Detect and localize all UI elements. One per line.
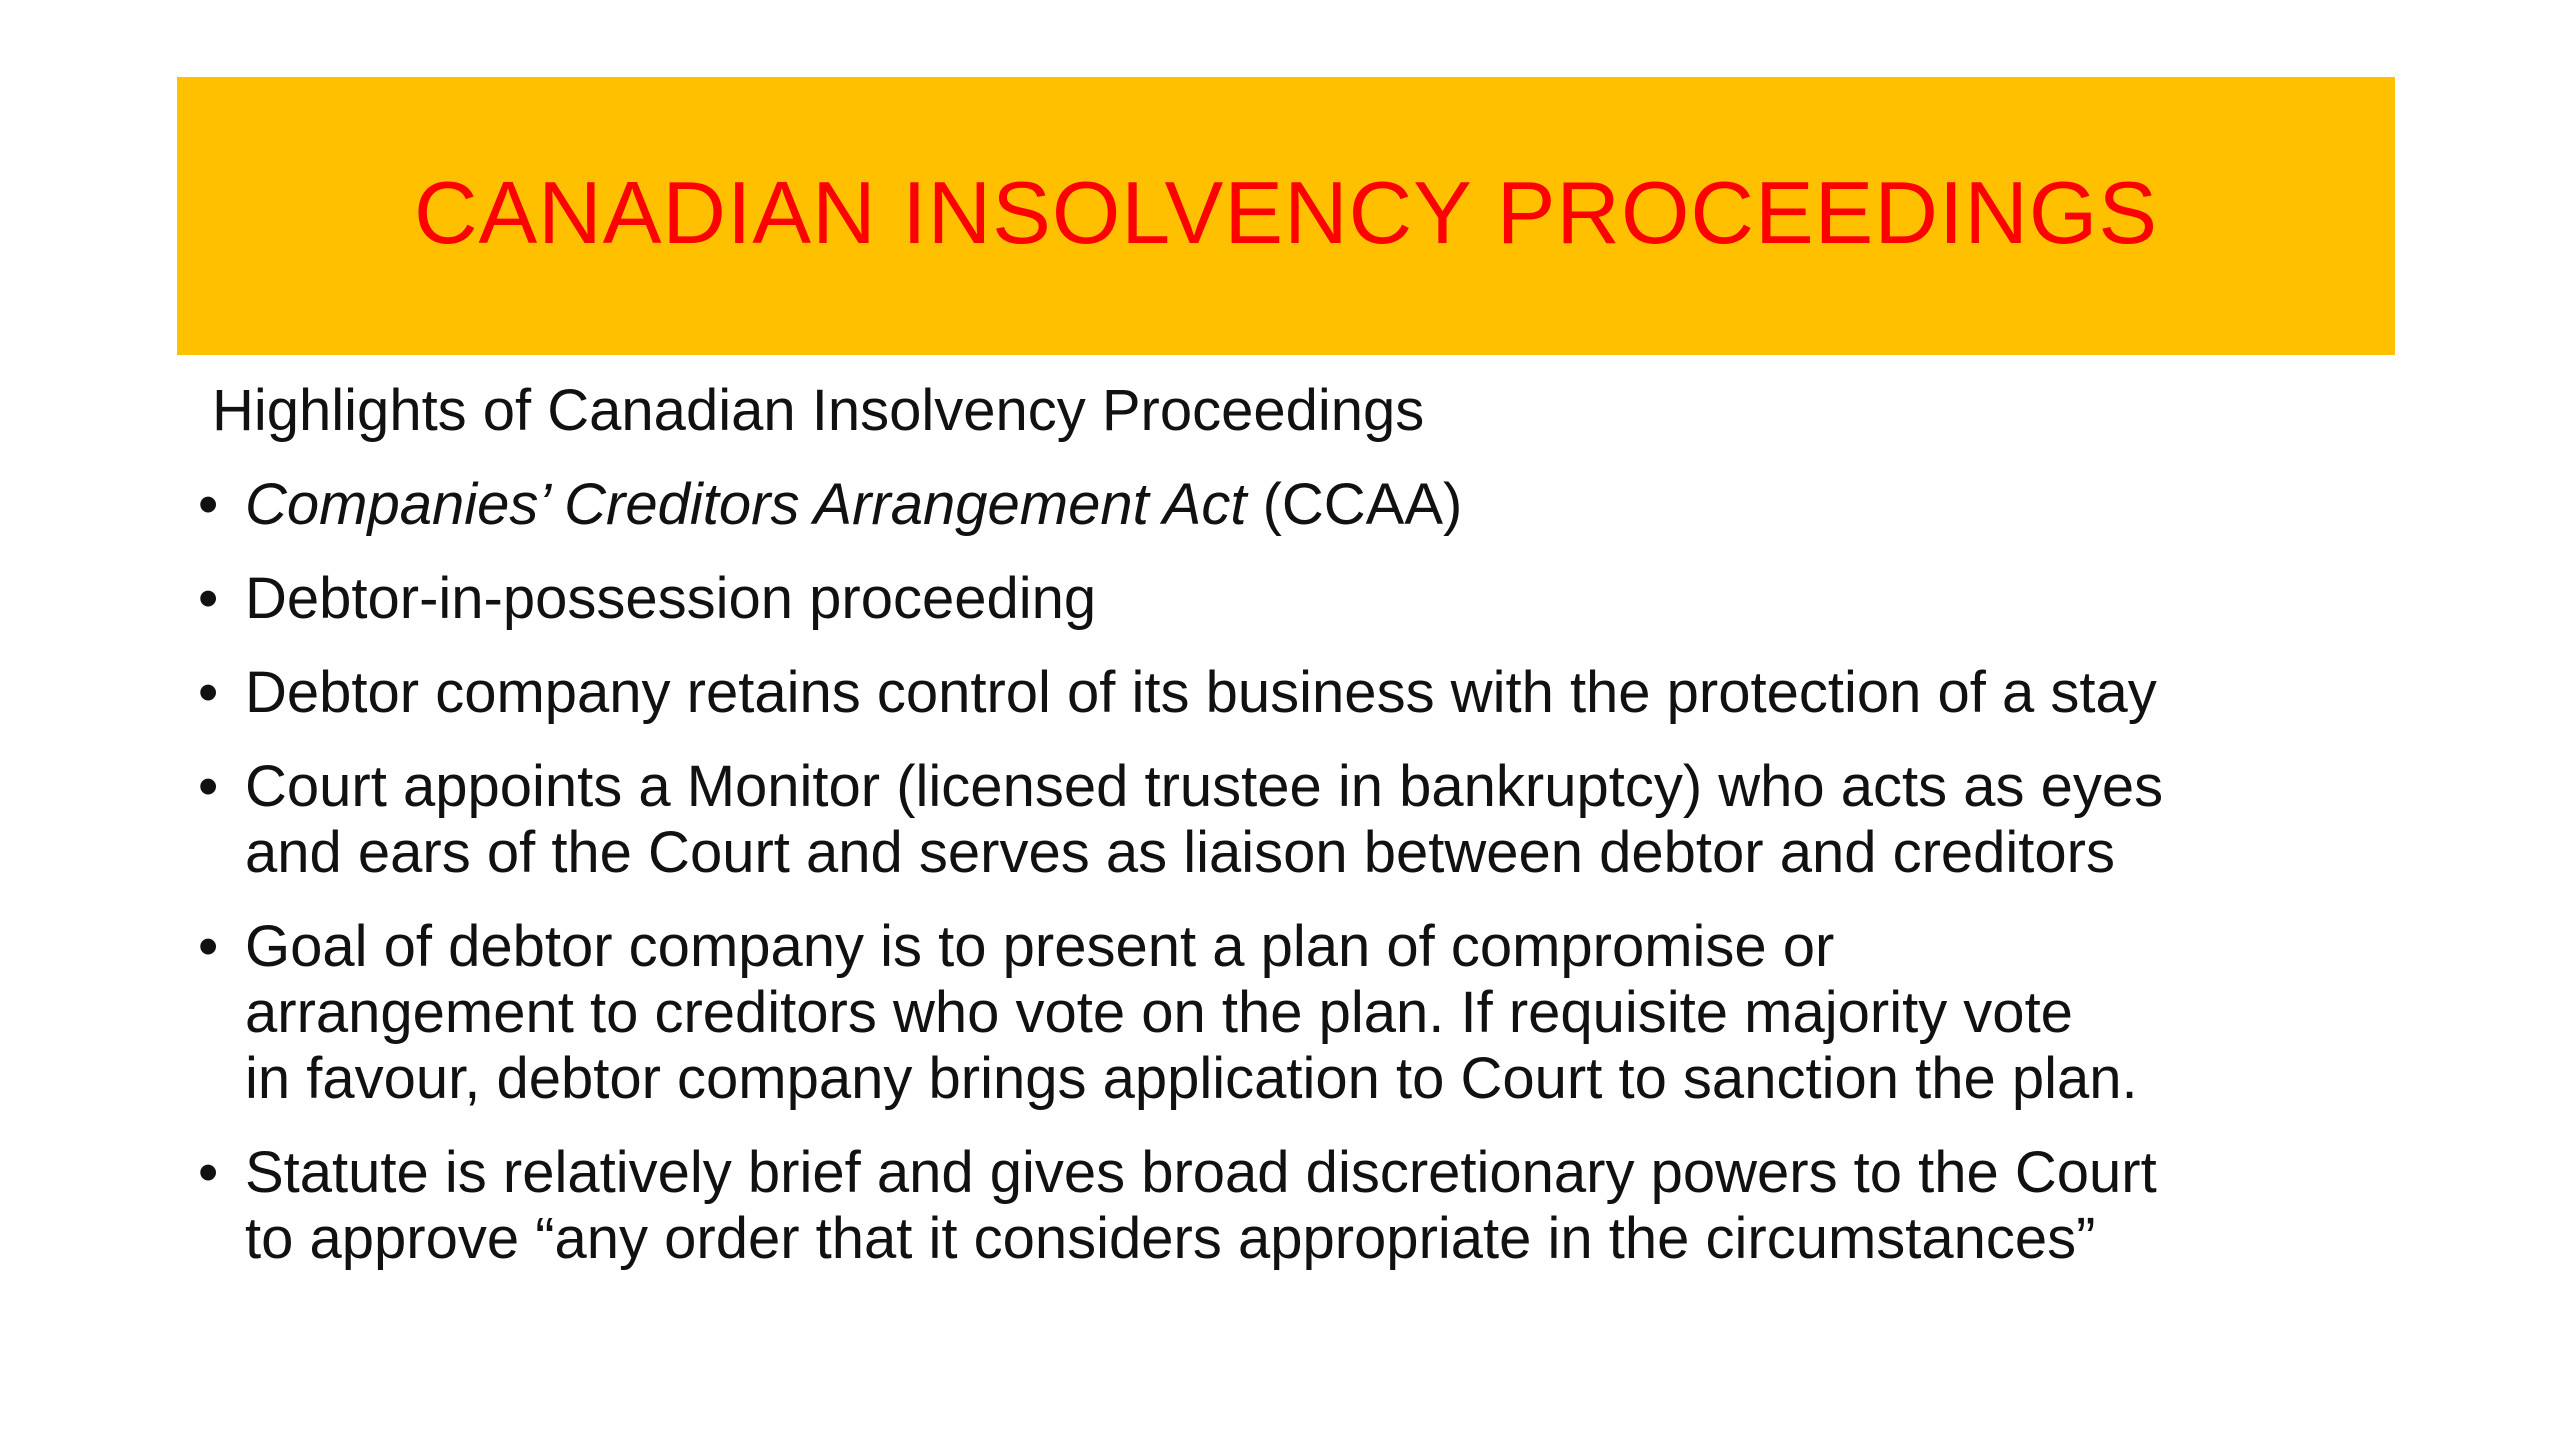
- bullet-text-line: Court appoints a Monitor (licensed trustee in bankruptcy) who acts as eyes: [245, 754, 2164, 819]
- act-abbreviation: (CCAA): [1246, 472, 1463, 537]
- bullet-list: [190, 472, 2410, 1272]
- bullet-item-ccaa: [190, 472, 2410, 538]
- bullet-item-debtor-in-possession: [190, 566, 2410, 632]
- bullet-text-line: Goal of debtor company is to present a plan of compromise or: [245, 914, 1835, 979]
- bullet-text-line: and ears of the Court and serves as liaison between debtor and creditors: [245, 820, 2115, 885]
- title-banner: [177, 77, 2395, 355]
- slide-content: [190, 378, 2410, 1300]
- bullet-item-control-of-business: [190, 660, 2410, 726]
- bullet-text-line: in favour, debtor company brings application to Court to sanction the plan.: [245, 1046, 2138, 1111]
- bullet-marker: •: [198, 754, 219, 819]
- bullet-text-line: to approve “any order that it considers appropriate in the circumstances”: [245, 1206, 2096, 1271]
- bullet-text: Debtor-in-possession proceeding: [245, 566, 1097, 631]
- bullet-marker: •: [198, 660, 219, 725]
- bullet-item-statute-powers: [190, 1140, 2410, 1272]
- bullet-text: [245, 472, 2410, 538]
- bullet-text-line: arrangement to creditors who vote on the plan. If requisite majority vote: [245, 980, 2073, 1045]
- bullet-marker: •: [198, 1140, 219, 1205]
- bullet-marker: •: [198, 914, 219, 979]
- bullet-item-monitor: [190, 754, 2410, 886]
- bullet-text: Debtor company retains control of its business with the protection of a stay: [245, 660, 2157, 725]
- bullet-text-line: Statute is relatively brief and gives broad discretionary powers to the Court: [245, 1140, 2157, 1205]
- bullet-marker: •: [198, 566, 219, 631]
- bullet-item-plan-of-compromise: [190, 914, 2410, 1112]
- bullet-marker: •: [198, 472, 219, 537]
- slide-subtitle: Highlights of Canadian Insolvency Proceedings: [212, 378, 1425, 443]
- act-name: Companies’ Creditors Arrangement Act: [245, 472, 1247, 537]
- slide-title: CANADIAN INSOLVENCY PROCEEDINGS: [413, 163, 2159, 262]
